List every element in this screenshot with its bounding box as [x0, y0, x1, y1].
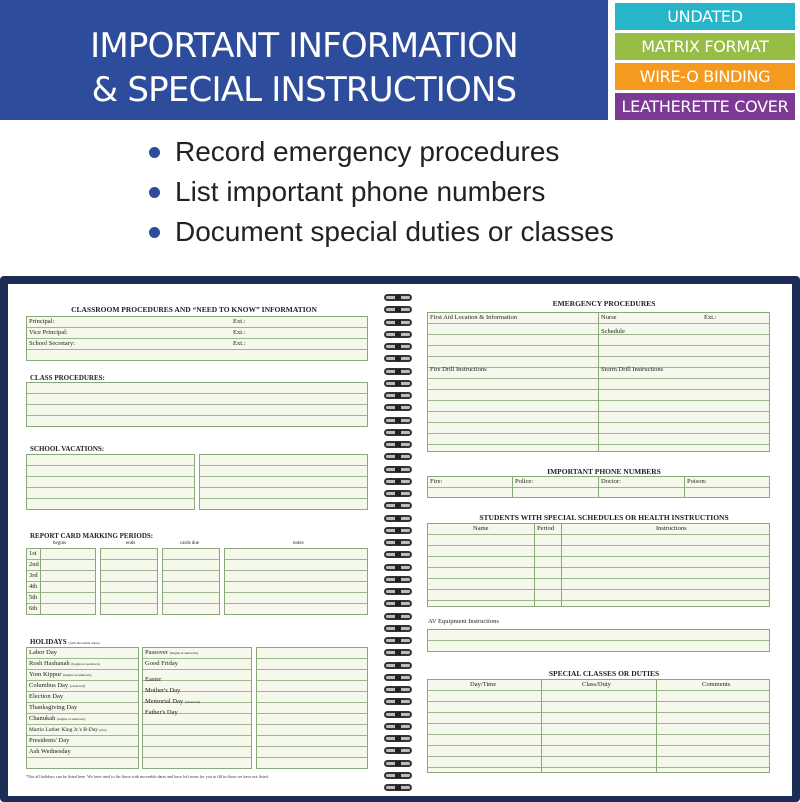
holidays-note: (with moveable dates) [68, 641, 100, 645]
binding-ring [384, 417, 412, 424]
feature-bullet: List important phone numbers [147, 172, 614, 212]
holiday-columbus-day: Columbus Day (observed) [29, 682, 85, 689]
holiday-presidents-day: Presidents' Day [29, 737, 70, 744]
storm-drill-label: Storm Drill Instructions [601, 366, 664, 373]
classroom-procedures-title: CLASSROOM PROCEDURES AND “NEED TO KNOW” INFORMATION [71, 305, 317, 314]
binding-ring [384, 453, 412, 460]
students-box [427, 523, 770, 607]
binding-ring [384, 404, 412, 411]
rc-row-label: 6th [29, 605, 38, 612]
binding-ring [384, 343, 412, 350]
special-col-comments: Comments [702, 681, 731, 688]
binding-ring [384, 515, 412, 522]
special-classes-title: SPECIAL CLASSES OR DUTIES [548, 669, 660, 678]
binding-ring [384, 674, 412, 681]
tag-undated: UNDATED [615, 3, 795, 30]
binding-ring [384, 306, 412, 313]
binding-ring [384, 649, 412, 656]
phone-numbers-title: IMPORTANT PHONE NUMBERS [547, 467, 661, 476]
holiday-labor-day: Labor Day [29, 649, 57, 656]
fire-drill-label: Fire Drill Instructions [430, 366, 487, 373]
rc-col-begins: begins [53, 541, 67, 546]
binding-ring [384, 711, 412, 718]
students-col-name: Name [473, 525, 489, 532]
binding-ring [384, 294, 412, 301]
phone-divider [512, 476, 513, 498]
holiday-thanksgiving-day: Thanksgiving Day [29, 704, 78, 711]
binding-ring [384, 355, 412, 362]
tag-wire-o-binding: WIRE-O BINDING [615, 63, 795, 90]
schedule-label: Schedule [601, 328, 625, 335]
binding-ring [384, 331, 412, 338]
phone-divider [684, 476, 685, 498]
binding-ring [384, 723, 412, 730]
binding-ring [384, 613, 412, 620]
holiday-rosh-hashanah: Rosh Hashanah (begins at sundown) [29, 660, 100, 667]
emergency-divider [598, 312, 599, 452]
binding-ring [384, 527, 412, 534]
binding-ring [384, 662, 412, 669]
binding-ring [384, 772, 412, 779]
holiday-mothers-day: Mother's Day [145, 687, 181, 694]
rc-row-label: 5th [29, 594, 38, 601]
binding-ring [384, 747, 412, 754]
holidays-footnote: *Not all holidays can be listed here. We have tried to list those with moveable dates and have left room for you to fill in those we have not listed. [26, 774, 269, 779]
holiday-chanukah: Chanukah (begins at sundown) [29, 715, 86, 722]
special-divider [656, 679, 657, 773]
holidays-title: HOLIDAYS [30, 638, 67, 646]
rc-row-label: 4th [29, 583, 38, 590]
tag-matrix-format: MATRIX FORMAT [615, 33, 795, 60]
rc-row-label: 2nd [29, 561, 39, 568]
rc-row-label: 3rd [29, 572, 38, 579]
binding-ring [384, 576, 412, 583]
binding-ring [384, 466, 412, 473]
binding-ring [384, 698, 412, 705]
binding-ring [384, 551, 412, 558]
feature-list [147, 132, 614, 252]
holiday-election-day: Election Day [29, 693, 64, 700]
ext-label: Ext.: [233, 318, 246, 325]
report-card-heading: REPORT CARD MARKING PERIODS: [30, 532, 154, 540]
binding-ring [384, 429, 412, 436]
banner-line-1: IMPORTANT INFORMATION [90, 26, 518, 66]
rc-col-cards-due: cards due [180, 541, 200, 546]
emergency-procedures-title: EMERGENCY PROCEDURES [552, 299, 656, 308]
binding-ring [384, 600, 412, 607]
left-page [8, 284, 380, 796]
students-col-instructions: Instructions [656, 525, 687, 532]
nurse-label: Nurse [601, 314, 617, 321]
phone-fire-label: Fire: [430, 478, 443, 485]
wire-o-binding [380, 284, 416, 796]
tag-leatherette-cover: LEATHERETTE COVER [615, 93, 795, 120]
first-aid-label: First Aid Location & Information [430, 314, 518, 321]
holiday-fathers-day: Father's Day [145, 709, 178, 716]
binding-ring [384, 625, 412, 632]
binding-ring [384, 588, 412, 595]
holidays-col-3 [256, 647, 368, 769]
binding-ring [384, 637, 412, 644]
planner-image [0, 276, 800, 802]
ext-label: Ext.: [704, 314, 717, 321]
phone-divider [598, 476, 599, 498]
holiday-good-friday: Good Friday [145, 660, 179, 667]
binding-ring [384, 441, 412, 448]
binding-ring [384, 368, 412, 375]
rc-col-ends: ends [126, 541, 136, 546]
binding-ring [384, 380, 412, 387]
phone-police-label: Police: [515, 478, 534, 485]
binding-ring [384, 735, 412, 742]
special-col-day-time: Day/Time [470, 681, 497, 688]
students-title: STUDENTS WITH SPECIAL SCHEDULES OR HEALTH INSTRUCTIONS [479, 513, 729, 522]
holiday-passover: Passover (begins at sundown) [145, 649, 199, 656]
holiday-ash-wednesday: Ash Wednesday [29, 748, 71, 755]
school-vacations-heading: SCHOOL VACATIONS: [30, 445, 105, 453]
binding-ring [384, 478, 412, 485]
binding-ring [384, 319, 412, 326]
rc-col-notes: notes [293, 541, 304, 546]
binding-ring [384, 686, 412, 693]
vacations-box-left [26, 454, 195, 510]
ext-label: Ext.: [233, 340, 246, 347]
binding-ring [384, 784, 412, 791]
class-procedures-heading: CLASS PROCEDURES: [30, 374, 105, 382]
av-equipment-label: AV Equipment Instructions [428, 618, 499, 625]
holiday-easter: Easter [145, 676, 162, 683]
binding-ring [384, 539, 412, 546]
holiday-mlk-day: Martin Luther King Jr.'s B-Day (obs) [29, 727, 107, 733]
phone-poison-label: Poison: [687, 478, 707, 485]
rc-row-label: 1st [29, 550, 37, 557]
school-secretary-label: School Secretary: [29, 340, 76, 347]
binding-ring [384, 760, 412, 767]
vacations-box-right [199, 454, 368, 510]
rc-ends-box [100, 548, 158, 615]
feature-bullet: Document special duties or classes [147, 212, 614, 252]
special-col-class-duty: Class/Duty [582, 681, 611, 688]
principal-label: Principal: [29, 318, 55, 325]
special-classes-box [427, 679, 770, 773]
holidays-heading [30, 638, 100, 646]
students-divider [534, 523, 535, 607]
rc-row-divider [40, 548, 41, 615]
rc-cards-due-box [162, 548, 220, 615]
binding-ring [384, 392, 412, 399]
holiday-yom-kippur: Yom Kippur (begins at sundown) [29, 671, 92, 678]
rc-notes-box [224, 548, 368, 615]
right-page [416, 284, 792, 796]
staff-info-box [26, 316, 368, 361]
feature-bullet: Record emergency procedures [147, 132, 614, 172]
binding-ring [384, 564, 412, 571]
banner-line-2: & SPECIAL INSTRUCTIONS [91, 70, 517, 110]
class-procedures-box [26, 382, 368, 427]
students-col-period: Period [537, 525, 554, 532]
special-divider [541, 679, 542, 773]
ext-label: Ext.: [233, 329, 246, 336]
phone-doctor-label: Doctor: [601, 478, 621, 485]
vice-principal-label: Vice Principal: [29, 329, 68, 336]
av-equipment-box [427, 629, 770, 652]
binding-ring [384, 490, 412, 497]
binding-ring [384, 502, 412, 509]
header-banner [0, 0, 608, 120]
holiday-memorial-day: Memorial Day (observed) [145, 698, 200, 705]
students-divider [561, 523, 562, 607]
